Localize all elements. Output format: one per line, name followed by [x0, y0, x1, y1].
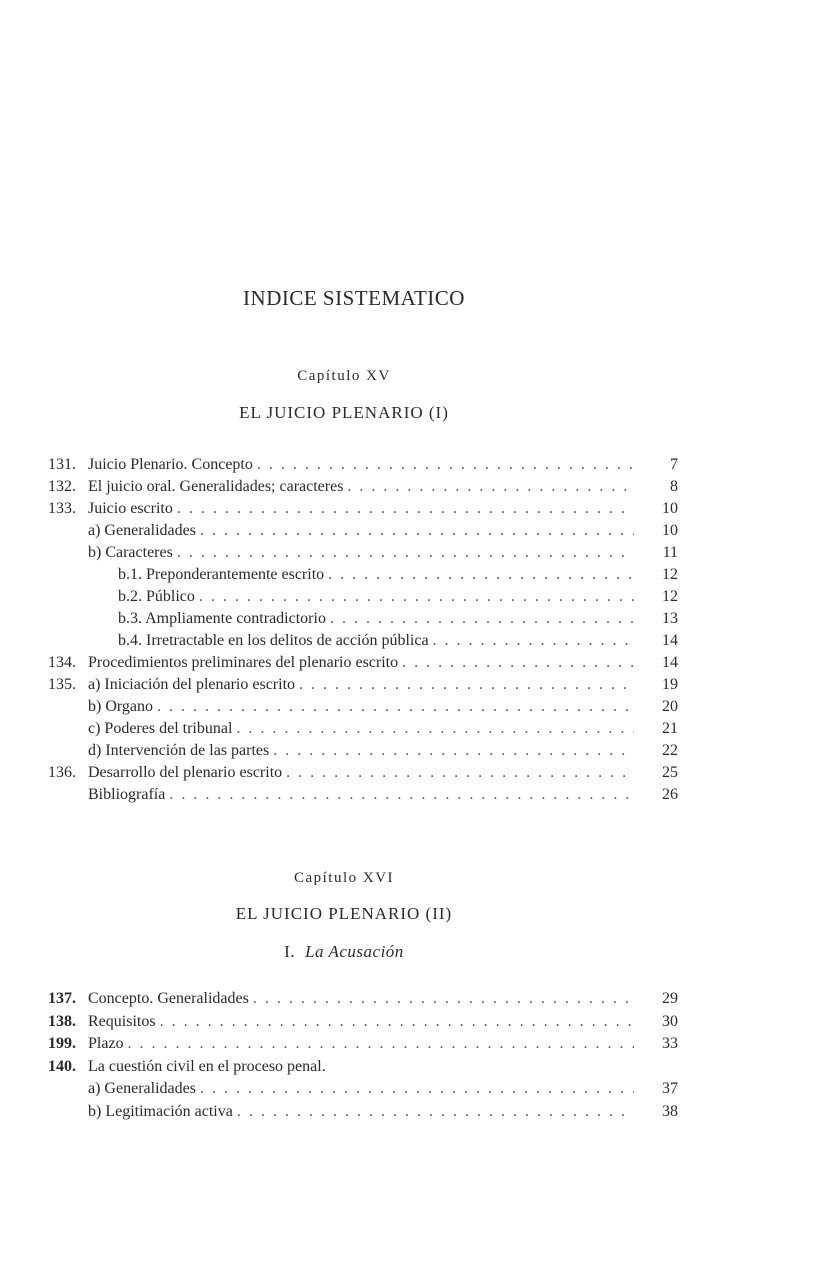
- dot-leader: [330, 608, 634, 630]
- toc-entry: [48, 1101, 678, 1123]
- toc-entry: [48, 542, 678, 564]
- dot-leader: [273, 740, 634, 762]
- toc-entry: [48, 674, 678, 696]
- entry-number: 134.: [48, 654, 76, 671]
- entry-body: [88, 1033, 638, 1055]
- entry-title: a) Iniciación del plenario escrito: [88, 676, 296, 693]
- entry-page-number: 25: [662, 764, 678, 781]
- entry-page-number: 7: [670, 456, 678, 473]
- entry-body: [88, 1078, 638, 1100]
- dot-leader: [169, 784, 634, 806]
- entry-title: d) Intervención de las partes: [88, 742, 270, 759]
- dot-leader: [299, 674, 634, 696]
- entry-page-number: 21: [662, 720, 678, 737]
- entry-body: [88, 476, 638, 498]
- entry-title: a) Generalidades: [88, 522, 196, 539]
- entry-title: Desarrollo del plenario escrito: [88, 764, 283, 781]
- toc-entry: [48, 608, 678, 630]
- entry-page-number: 14: [662, 654, 678, 671]
- toc-entry: [48, 476, 678, 498]
- dot-leader: [328, 564, 634, 586]
- dot-leader: [286, 762, 634, 784]
- entry-title: Plazo: [88, 1035, 124, 1052]
- dot-leader: [433, 630, 634, 652]
- toc-entry: [48, 696, 678, 718]
- toc-entry: [48, 498, 678, 520]
- entry-title: Juicio escrito: [88, 500, 173, 517]
- dot-leader: [200, 1078, 634, 1100]
- toc-entry: [48, 586, 678, 608]
- entry-title: Juicio Plenario. Concepto: [88, 456, 253, 473]
- entry-title: Concepto. Generalidades: [88, 990, 249, 1007]
- entry-body: [88, 498, 638, 520]
- entry-title: a) Generalidades: [88, 1080, 196, 1097]
- entry-number: 131.: [48, 456, 76, 473]
- entry-body: [88, 1011, 638, 1033]
- entry-title: c) Poderes del tribunal: [88, 720, 233, 737]
- entry-number: 140.: [48, 1057, 76, 1075]
- toc-entry: [48, 1011, 678, 1033]
- dot-leader: [199, 586, 634, 608]
- toc-entry: [48, 652, 678, 674]
- chapter-xvi-label: Capítulo XVI: [293, 870, 395, 886]
- entry-page-number: 33: [662, 1035, 678, 1052]
- entry-body: [88, 630, 638, 652]
- chapter-xv-subtitle: EL JUICIO PLENARIO (I): [239, 403, 449, 422]
- dot-leader: [177, 542, 634, 564]
- entry-page-number: 13: [662, 610, 678, 627]
- toc-entry: [48, 1056, 678, 1078]
- chapter-xv-label: Capítulo XV: [297, 368, 391, 384]
- entry-page-number: 29: [662, 990, 678, 1007]
- dot-leader: [257, 454, 634, 476]
- entry-body: [88, 740, 638, 762]
- entry-body: [88, 542, 638, 564]
- dot-leader: [253, 988, 634, 1010]
- toc-entry: [48, 454, 678, 476]
- entry-page-number: 38: [662, 1102, 678, 1120]
- entry-page-number: 26: [662, 786, 678, 803]
- entry-body: [88, 1101, 638, 1123]
- entry-page-number: 10: [662, 500, 678, 517]
- entry-page-number: 19: [662, 676, 678, 693]
- section-title: La Acusación: [305, 942, 404, 961]
- entry-title: b) Legitimación activa: [88, 1102, 233, 1120]
- section-heading: [0, 942, 688, 962]
- entry-title: b.3. Ampliamente contradictorio: [118, 610, 326, 627]
- toc-entry: [48, 520, 678, 542]
- entry-body: [88, 608, 638, 630]
- toc-entry: [48, 718, 678, 740]
- entry-body: [88, 1056, 638, 1078]
- toc-entry: [48, 630, 678, 652]
- entry-page-number: 14: [662, 632, 678, 649]
- entry-body: [88, 762, 638, 784]
- entry-page-number: 20: [662, 698, 678, 715]
- entry-body: [88, 718, 638, 740]
- entry-body: [88, 652, 638, 674]
- toc-entry: [48, 564, 678, 586]
- entry-title: Bibliografía: [88, 786, 166, 803]
- entry-page-number: 30: [662, 1012, 678, 1030]
- toc-entry: [48, 762, 678, 784]
- entry-body: [88, 988, 638, 1010]
- entry-page-number: 37: [662, 1080, 678, 1097]
- toc-entry: [48, 740, 678, 762]
- entry-title: b) Organo: [88, 698, 154, 715]
- entry-number: 135.: [48, 676, 76, 693]
- entry-body: [88, 520, 638, 542]
- entry-body: [88, 674, 638, 696]
- entry-title: Requisitos: [88, 1012, 156, 1030]
- entry-number: 136.: [48, 764, 76, 781]
- entry-page-number: 11: [662, 544, 678, 561]
- entry-title: El juicio oral. Generalidades; caracteres: [88, 478, 344, 495]
- entry-body: [88, 696, 638, 718]
- dot-leader: [157, 696, 634, 718]
- dot-leader: [128, 1033, 634, 1055]
- toc-entry: [48, 1078, 678, 1100]
- dot-leader: [200, 520, 634, 542]
- entry-page-number: 8: [670, 478, 678, 495]
- entry-body: [88, 454, 638, 476]
- dot-leader: [177, 498, 634, 520]
- toc-entry: [48, 988, 678, 1010]
- entry-title: Procedimientos preliminares del plenario escrito: [88, 654, 399, 671]
- index-title: INDICE SISTEMATICO: [243, 286, 465, 310]
- entry-title: b) Caracteres: [88, 544, 173, 561]
- entry-body: [88, 784, 638, 806]
- entry-page-number: 10: [662, 522, 678, 539]
- entry-title: b.4. Irretractable en los delitos de acción pública: [118, 632, 429, 649]
- toc-entry: [48, 784, 678, 806]
- entry-number: 199.: [48, 1035, 76, 1052]
- dot-leader: [236, 718, 634, 740]
- entry-number: 132.: [48, 478, 76, 495]
- entry-title: La cuestión civil en el proceso penal.: [88, 1057, 326, 1075]
- dot-leader: [347, 476, 634, 498]
- entry-page-number: 12: [662, 566, 678, 583]
- entry-number: 138.: [48, 1012, 76, 1030]
- entry-page-number: 12: [662, 588, 678, 605]
- toc-entry: [48, 1033, 678, 1055]
- entry-number: 133.: [48, 500, 76, 517]
- entry-page-number: 22: [662, 742, 678, 759]
- entry-body: [88, 564, 638, 586]
- entry-body: [88, 586, 638, 608]
- chapter-xvi-subtitle: EL JUICIO PLENARIO (II): [235, 904, 453, 923]
- entry-title: b.2. Público: [118, 588, 195, 605]
- dot-leader: [237, 1101, 634, 1123]
- entry-title: b.1. Preponderantemente escrito: [118, 566, 325, 583]
- section-roman: I.: [284, 942, 296, 961]
- dot-leader: [402, 652, 634, 674]
- dot-leader: [160, 1011, 634, 1033]
- entry-number: 137.: [48, 990, 76, 1007]
